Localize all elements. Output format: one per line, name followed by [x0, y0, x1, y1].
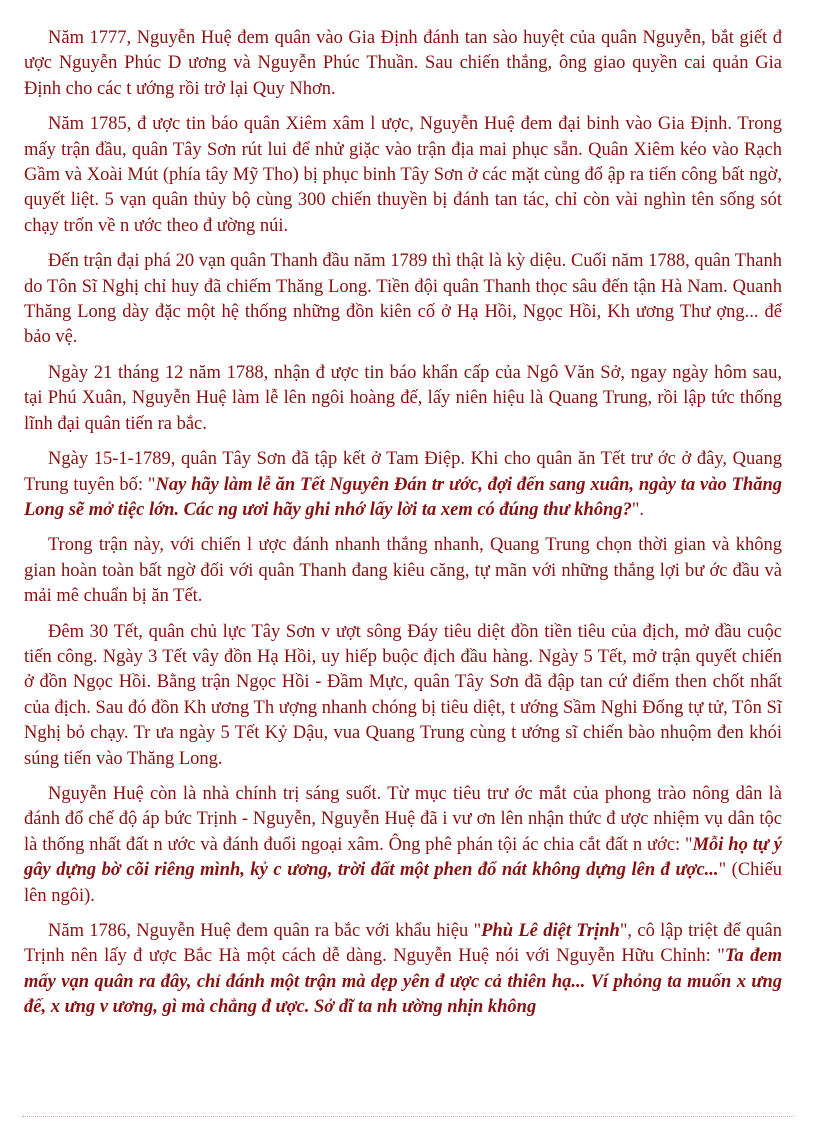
body-text: Nguyễn Huệ còn là nhà chính trị sáng suốt. Từ mục tiêu trư ớc mắt của phong trào nông dân là đánh đổ chế độ áp bức Trịnh - Nguyễn, Nguyễn Huệ đã i vư ơn lên nhận thức đ ược nhiệm vụ dân tộc là thống nhất đất n ước và đánh đuổi ngoại xâm. Ông phê phán tội ác chia cắt đất n ước: " — [24, 783, 782, 855]
paragraph-9 — [24, 919, 782, 1021]
body-text: " (Chiếu lên ngôi). — [24, 860, 783, 906]
quoted-text: Nay hãy làm lễ ăn Tết Nguyên Đán tr ước, đợi đến sang xuân, ngày ta vào Thăng Long sẽ mở tiệc lớn. Các ng ươi hãy ghi nhớ lấy lời ta xem có đúng thư không? — [24, 474, 782, 520]
body-text: ". — [631, 499, 645, 520]
paragraph-2 — [24, 112, 782, 239]
paragraph-3 — [24, 249, 782, 351]
document-body — [24, 26, 782, 1031]
page-bottom-divider — [22, 1116, 794, 1117]
body-text: Đêm 30 Tết, quân chủ lực Tây Sơn v ượt sông Đáy tiêu diệt đồn tiền tiêu của địch, mở đầu cuộc tiến công. Ngày 3 Tết vây đồn Hạ Hồi, uy hiếp buộc địch đầu hàng. Ngày 5 Tết, mở trận quyết chiến ở đồn Ngọc Hồi. Bằng trận Ngọc Hồi - Đầm Mực, quân Tây Sơn đã đập tan cứ điểm then chốt nhất của địch. Sau đó đồn Kh ương Th ượng nhanh chóng bị tiêu diệt, t ướng Sầm Nghi Đống tự tử, Tôn Sĩ Nghị bỏ chạy. Tr ưa ngày 5 Tết Kỷ Dậu, vua Quang Trung cùng t ướng sĩ chiến bào nhuộm đen khói súng tiến vào Thăng Long. — [24, 621, 782, 769]
quoted-text: Phù Lê diệt Trịnh — [481, 921, 620, 941]
quoted-text: Ta đem mấy vạn quân ra đây, chỉ đánh một trận mà dẹp yên đ ược cả thiên hạ... Ví phỏng ta muốn x ưng đế, x ưng v ương, gì mà chẳng đ ược. Sở dĩ ta nh ường nhịn không — [24, 946, 782, 1018]
body-text: ", cô lập triệt để quân Trịnh nên lấy đ ược Bắc Hà một cách dễ dàng. Nguyễn Huệ nói với Nguyễn Hữu Chỉnh: " — [24, 921, 783, 967]
body-text: Năm 1777, Nguyễn Huệ đem quân vào Gia Định đánh tan sào huyệt của quân Nguyễn, bắt giết đ ược Nguyễn Phúc D ương và Nguyễn Phúc Thuần. Sau chiến thắng, ông giao quyền cai quản Gia Định cho các t ướng rồi trở lại Quy Nhơn. — [24, 28, 782, 99]
paragraph-7 — [24, 620, 782, 772]
paragraph-4 — [24, 361, 782, 437]
quoted-text: Mỗi họ tự ý gây dựng bờ cõi riêng mình, kỷ c ương, trời đất một phen đổ nát không dựng lên đ ược... — [24, 834, 782, 881]
body-text: Trong trận này, với chiến l ược đánh nhanh thắng nhanh, Quang Trung chọn thời gian và không gian hoàn toàn bất ngờ đối với quân Thanh đang kiêu căng, tự mãn với những thắng lợi bư ớc đầu và mải mê chuẩn bị ăn Tết. — [24, 535, 782, 607]
paragraph-8 — [24, 782, 782, 909]
paragraph-5 — [24, 447, 782, 523]
paragraph-1 — [24, 26, 782, 102]
body-text: Ngày 15-1-1789, quân Tây Sơn đã tập kết ở Tam Điệp. Khi cho quân ăn Tết trư ớc ở đây, Quang Trung tuyên bố: " — [24, 449, 782, 495]
body-text: Năm 1785, đ ược tin báo quân Xiêm xâm l ược, Nguyễn Huệ đem đại binh vào Gia Định. Trong mấy trận đầu, quân Tây Sơn rút lui để nhử giặc vào trận địa mai phục sẵn. Quân Xiêm kéo vào Rạch Gầm và Xoài Mút (phía tây Mỹ Tho) bị phục binh Tây Sơn ở các mặt cùng đổ ập ra tiến công bất ngờ, quyết liệt. 5 vạn quân thủy bộ cùng 300 chiến thuyền bị đánh tan tác, chỉ còn vài nghìn tên sống sót chạy trốn về n ước theo đ ường núi. — [24, 114, 782, 236]
body-text: Ngày 21 tháng 12 năm 1788, nhận đ ược tin báo khẩn cấp của Ngô Văn Sở, ngay ngày hôm sau, tại Phú Xuân, Nguyễn Huệ làm lễ lên ngôi hoàng đế, lấy niên hiệu là Quang Trung, rồi lập tức thống lĩnh đại quân tiến ra bắc. — [24, 362, 782, 434]
paragraph-6 — [24, 533, 782, 609]
body-text: Năm 1786, Nguyễn Huệ đem quân ra bắc với khẩu hiệu " — [48, 921, 482, 941]
body-text: Đến trận đại phá 20 vạn quân Thanh đầu năm 1789 thì thật là kỳ diệu. Cuối năm 1788, quân Thanh do Tôn Sĩ Nghị chỉ huy đã chiếm Thăng Long. Tiền đội quân Thanh thọc sâu đến tận Hà Nam. Quanh Thăng Long dày đặc một hệ thống những đồn kiên cố ở Hạ Hồi, Ngọc Hồi, Kh ương Thư ợng... để bảo vệ. — [24, 251, 782, 348]
